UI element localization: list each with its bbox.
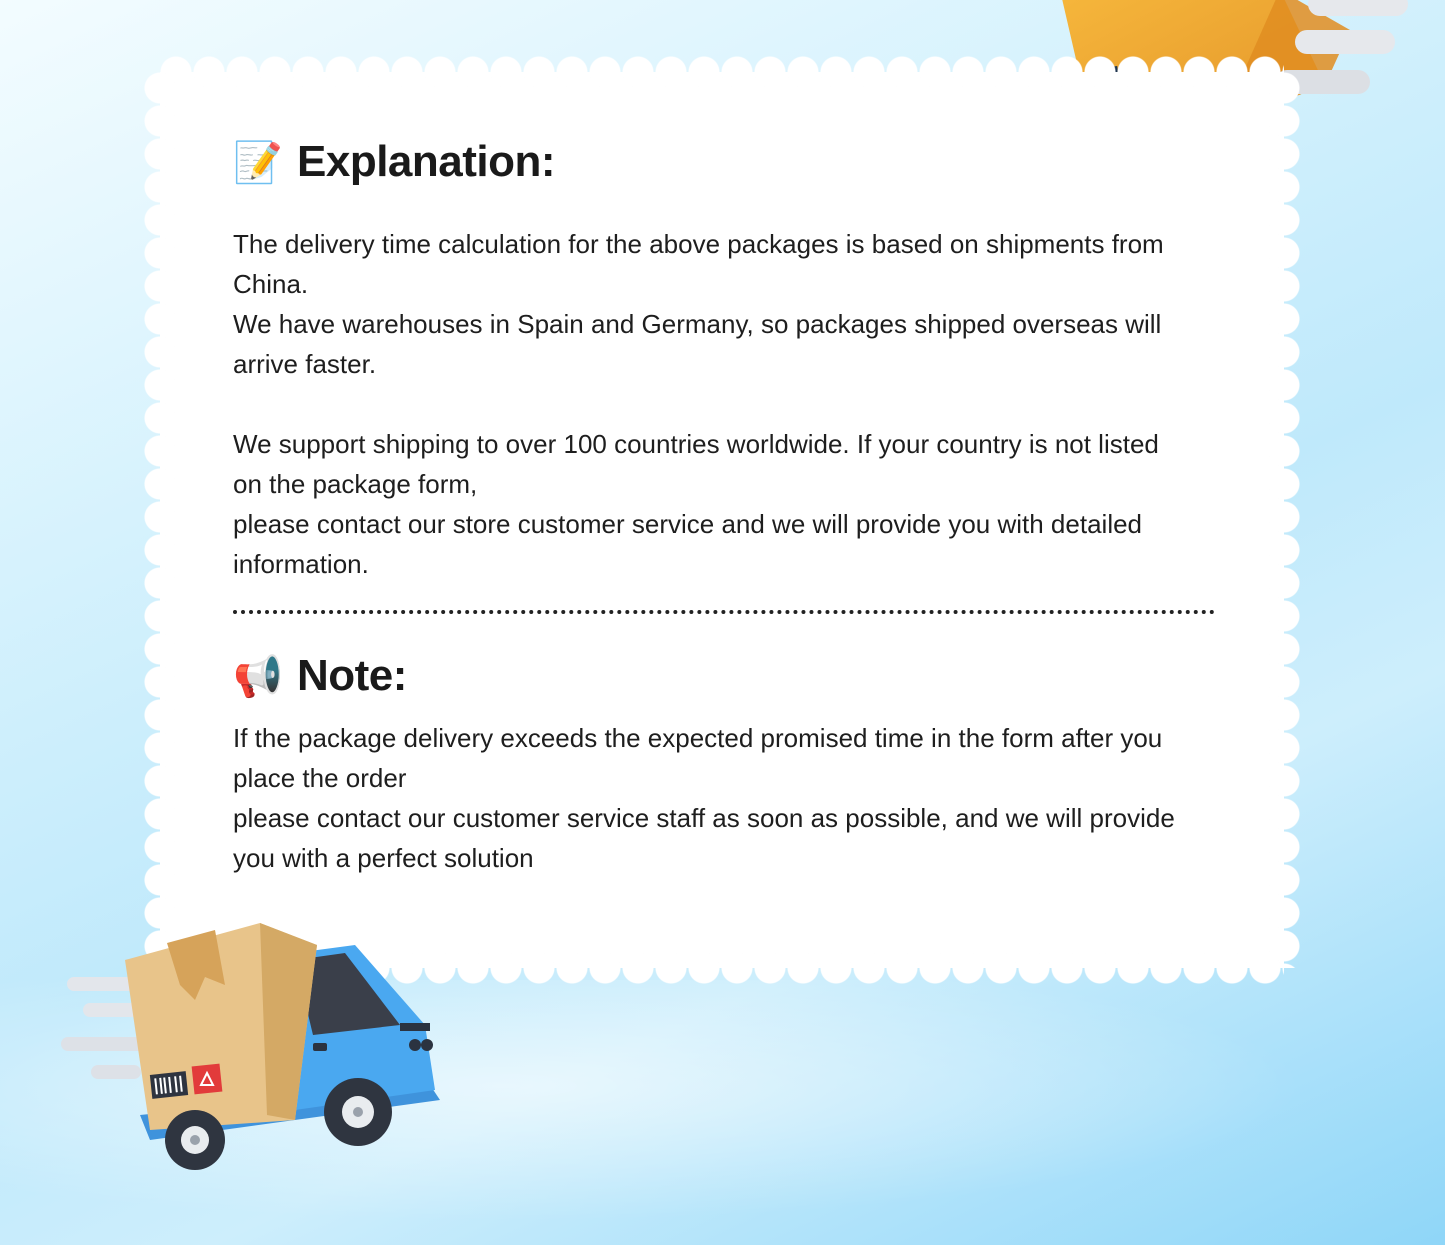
stamp-edge-left	[144, 72, 176, 968]
note-line-1: If the package delivery exceeds the expected promised time in the form after you	[233, 723, 1163, 753]
stamp-edge-right	[1268, 72, 1300, 968]
explanation-body	[233, 224, 1233, 584]
stamp-card	[160, 72, 1284, 968]
note-heading	[233, 646, 1233, 706]
explanation-line-8: information.	[233, 549, 369, 579]
megaphone-icon: 📢	[233, 654, 283, 699]
explanation-heading	[233, 132, 1233, 192]
explanation-line-2: China.	[233, 269, 309, 299]
explanation-line-6: on the package form,	[233, 469, 478, 499]
stamp-edge-top	[160, 56, 1284, 88]
note-line-3: please contact our customer service staff as soon as possible, and we will provide	[233, 803, 1175, 833]
content	[233, 132, 1233, 878]
explanation-line-3: We have warehouses in Spain and Germany, so packages shipped overseas will	[233, 309, 1162, 339]
explanation-title: Explanation:	[297, 137, 556, 186]
delivery-truck-icon	[55, 915, 455, 1180]
note-body	[233, 718, 1233, 878]
explanation-line-7: please contact our store customer service and we will provide you with detailed	[233, 509, 1143, 539]
memo-icon: 📝	[233, 140, 283, 185]
explanation-line-5: We support shipping to over 100 countries worldwide. If your country is not listed	[233, 429, 1159, 459]
dotted-divider	[233, 610, 1215, 614]
note-line-4: you with a perfect solution	[233, 843, 534, 873]
note-title: Note:	[297, 651, 407, 700]
explanation-line-4: arrive faster.	[233, 349, 377, 379]
explanation-line-1: The delivery time calculation for the above packages is based on shipments from	[233, 229, 1164, 259]
note-line-2: place the order	[233, 763, 407, 793]
